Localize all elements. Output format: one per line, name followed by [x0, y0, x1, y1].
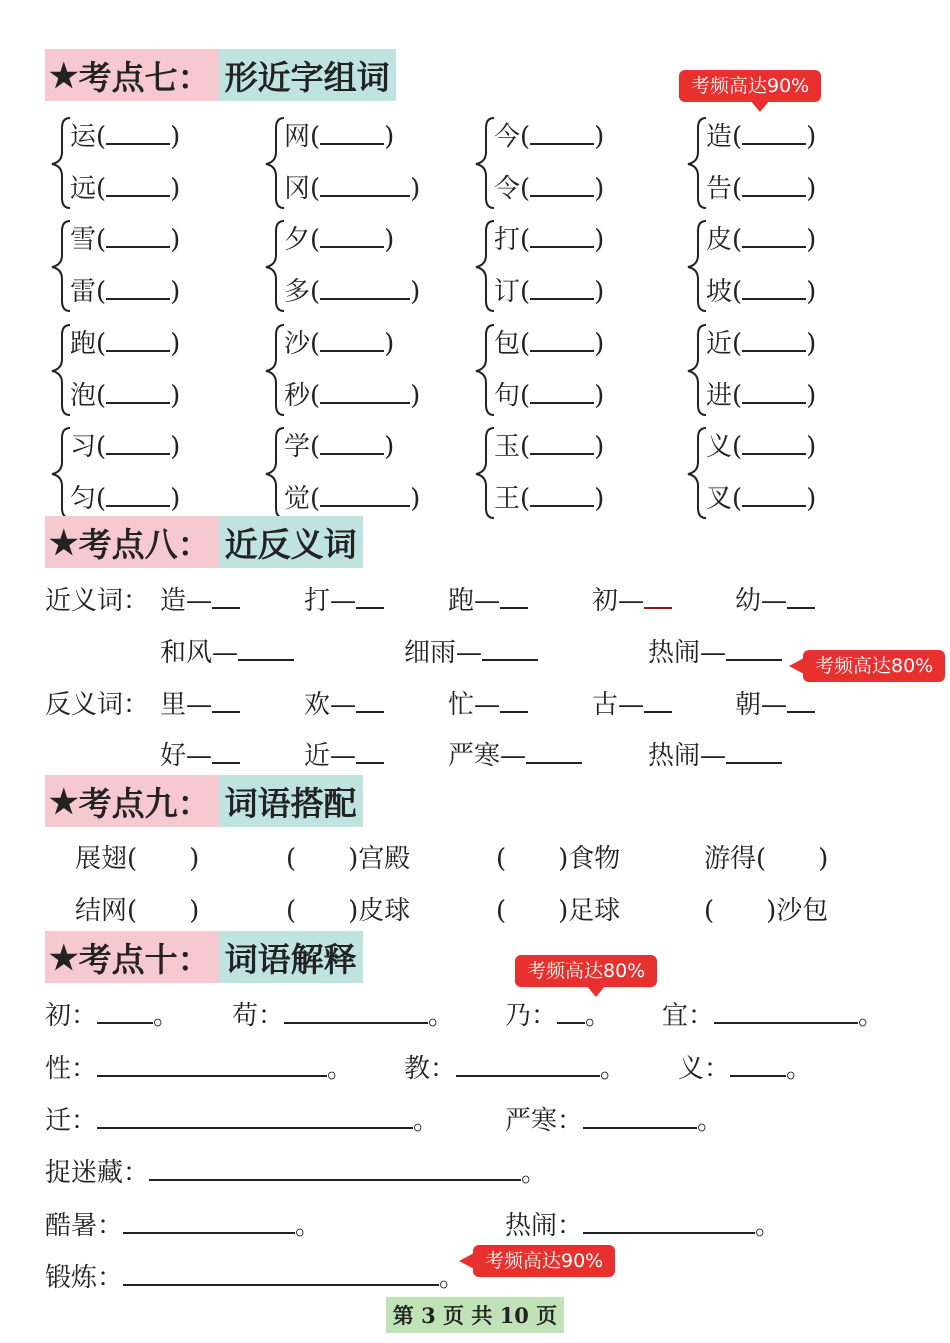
answer-blank[interactable] [742, 224, 806, 248]
char: 冈 [284, 174, 311, 204]
collocation-item[interactable]: ( )皮球 [286, 896, 411, 926]
explain-item[interactable]: 捉迷藏： 。 [45, 1158, 548, 1188]
char-line[interactable]: 皮 ( ) [706, 219, 816, 256]
explain-item[interactable]: 热闹： 。 [505, 1211, 782, 1241]
char: 义 [706, 432, 733, 462]
char-pair [262, 319, 462, 419]
collocation-item[interactable]: 结网( ) [75, 896, 200, 926]
answer-blank[interactable] [320, 173, 410, 197]
char-line[interactable]: 包 ( ) [494, 323, 604, 360]
answer-blank[interactable] [106, 431, 170, 455]
char-line[interactable]: 学 ( ) [284, 426, 394, 463]
explain-item[interactable]: 义： 。 [678, 1054, 813, 1084]
char-line[interactable]: 告 ( ) [706, 168, 816, 205]
char: 进 [706, 381, 733, 411]
section-title: 近反义词 [224, 524, 357, 564]
char-line[interactable]: 秒 ( ) [284, 375, 420, 412]
char-line[interactable]: 进 ( ) [706, 375, 816, 412]
char-pair [48, 112, 248, 212]
section-9-header [45, 775, 363, 827]
char-line[interactable]: 运 ( ) [70, 116, 180, 153]
char-line[interactable]: 匀 ( ) [70, 478, 180, 515]
brace-icon [48, 422, 72, 522]
char: 习 [70, 432, 97, 462]
section-title: 词语搭配 [224, 783, 357, 823]
char-pair [684, 112, 884, 212]
antonym-item[interactable]: 里— [160, 684, 240, 721]
char: 告 [706, 174, 733, 204]
brace-icon [262, 215, 286, 315]
char: 觉 [284, 484, 311, 514]
brace-icon [472, 422, 496, 522]
char-line[interactable]: 玉 ( ) [494, 426, 604, 463]
answer-blank[interactable] [742, 380, 806, 404]
synonym-item[interactable]: 幼— [735, 580, 815, 617]
char-pair [262, 215, 462, 315]
answer-blank[interactable] [742, 276, 806, 300]
antonym-item[interactable]: 朝— [735, 684, 815, 721]
char: 王 [494, 484, 521, 514]
answer-blank[interactable] [320, 276, 410, 300]
synonym-item[interactable]: 打— [304, 580, 384, 617]
char-pair [684, 215, 884, 315]
explain-item[interactable]: 乃： 。 [505, 1001, 612, 1031]
char-line[interactable]: 叉 ( ) [706, 478, 816, 515]
answer-blank[interactable] [530, 224, 594, 248]
char: 雪 [70, 225, 97, 255]
answer-blank[interactable] [742, 431, 806, 455]
brace-icon [262, 319, 286, 419]
brace-icon [472, 215, 496, 315]
answer-blank[interactable] [530, 276, 594, 300]
section-7-header [45, 49, 396, 101]
char-line[interactable]: 打 ( ) [494, 219, 604, 256]
antonym-item[interactable]: 忙— [448, 684, 528, 721]
answer-blank[interactable] [530, 121, 594, 145]
char-pair [472, 215, 672, 315]
answer-blank[interactable] [106, 328, 170, 352]
char-line[interactable]: 订 ( ) [494, 271, 604, 308]
explain-item[interactable]: 性： 。 [45, 1054, 354, 1084]
frequency-badge: 考频高达80% [803, 650, 945, 682]
explain-item[interactable]: 迁： 。 [45, 1106, 440, 1136]
char-line[interactable]: 远 ( ) [70, 168, 180, 205]
brace-icon [472, 112, 496, 212]
char: 令 [494, 174, 521, 204]
char: 匀 [70, 484, 97, 514]
char-line[interactable]: 雷 ( ) [70, 271, 180, 308]
section-10-header [45, 931, 363, 983]
char-line[interactable]: 令 ( ) [494, 168, 604, 205]
frequency-badge: 考频高达80% [515, 955, 657, 987]
brace-icon [262, 112, 286, 212]
antonym-item[interactable]: 严寒— [448, 735, 582, 772]
antonym-item[interactable]: 古— [592, 684, 672, 721]
char-line[interactable]: 泡 ( ) [70, 375, 180, 412]
char-line[interactable]: 今 ( ) [494, 116, 604, 153]
explain-item[interactable]: 教： 。 [404, 1054, 627, 1084]
synonym-item[interactable]: 和风— [160, 632, 294, 669]
star-icon: ★ [49, 937, 79, 977]
char-line[interactable]: 近 ( ) [706, 323, 816, 360]
answer-blank[interactable] [106, 276, 170, 300]
collocation-item[interactable]: 展翅( ) [75, 844, 200, 874]
collocation-item[interactable]: 游得( ) [704, 844, 829, 874]
char-pair [48, 422, 248, 522]
char-pair [472, 319, 672, 419]
collocation-item[interactable]: ( )宫殿 [286, 844, 411, 874]
explain-item[interactable]: 初： 。 [45, 1001, 180, 1031]
answer-blank[interactable] [742, 328, 806, 352]
char-pair [48, 215, 248, 315]
answer-blank[interactable] [742, 173, 806, 197]
char-pair [684, 422, 884, 522]
char-line[interactable]: 跑 ( ) [70, 323, 180, 360]
char: 学 [284, 432, 311, 462]
synonym-label: 近义词： [45, 586, 150, 616]
synonym-item[interactable]: 跑— [448, 580, 528, 617]
collocation-item[interactable]: ( )沙包 [704, 896, 829, 926]
char-line[interactable]: 沙 ( ) [284, 323, 394, 360]
synonym-item[interactable]: 初— [592, 580, 672, 617]
answer-blank[interactable] [106, 224, 170, 248]
antonym-item[interactable]: 近— [304, 735, 384, 772]
star-icon: ★ [49, 781, 79, 821]
brace-icon [472, 319, 496, 419]
char-line[interactable]: 雪 ( ) [70, 219, 180, 256]
explain-item[interactable]: 酷暑： 。 [45, 1211, 322, 1241]
char-pair [684, 319, 884, 419]
section-label: 考点十： [78, 939, 211, 979]
char: 今 [494, 122, 521, 152]
page-footer: 第 3 页 共 10 页 [386, 1297, 564, 1333]
brace-icon [684, 112, 708, 212]
char-line[interactable]: 王 ( ) [494, 478, 604, 515]
char-pair [472, 422, 672, 522]
answer-blank[interactable] [320, 483, 410, 507]
explain-item[interactable]: 苟： 。 [232, 1001, 455, 1031]
char: 坡 [706, 277, 733, 307]
section-title: 形近字组词 [224, 57, 390, 97]
char-line[interactable]: 冈 ( ) [284, 168, 420, 205]
answer-blank[interactable] [106, 380, 170, 404]
char: 雷 [70, 277, 97, 307]
star-icon: ★ [49, 55, 79, 95]
answer-blank[interactable] [320, 328, 384, 352]
char-line[interactable]: 坡 ( ) [706, 271, 816, 308]
char: 运 [70, 122, 97, 152]
char: 订 [494, 277, 521, 307]
section-label: 考点八： [78, 524, 211, 564]
explain-item[interactable]: 宜： 。 [662, 1001, 885, 1031]
explain-item[interactable]: 锻炼： 。 [45, 1263, 466, 1293]
char-pair [262, 422, 462, 522]
char: 造 [706, 122, 733, 152]
antonym-item[interactable]: 欢— [304, 684, 384, 721]
char-line[interactable]: 觉 ( ) [284, 478, 420, 515]
char-pair [48, 319, 248, 419]
frequency-badge: 考频高达90% [473, 1245, 615, 1277]
answer-blank[interactable] [530, 431, 594, 455]
synonym-item[interactable]: 细雨— [404, 632, 538, 669]
answer-blank[interactable] [320, 224, 384, 248]
collocation-item[interactable]: ( )食物 [496, 844, 621, 874]
synonym-item[interactable]: 造— [160, 580, 240, 617]
answer-blank[interactable] [106, 121, 170, 145]
brace-icon [684, 215, 708, 315]
frequency-badge: 考频高达90% [679, 70, 821, 102]
char: 玉 [494, 432, 521, 462]
char-line[interactable]: 造 ( ) [706, 116, 816, 153]
brace-icon [48, 112, 72, 212]
char-line[interactable]: 夕 ( ) [284, 219, 394, 256]
answer-blank[interactable] [530, 483, 594, 507]
char-line[interactable]: 多 ( ) [284, 271, 420, 308]
brace-icon [262, 422, 286, 522]
section-label: 考点九： [78, 783, 211, 823]
char: 跑 [70, 329, 97, 359]
char: 沙 [284, 329, 311, 359]
section-label: 考点七： [78, 57, 211, 97]
char-pair [472, 112, 672, 212]
answer-blank[interactable] [530, 173, 594, 197]
antonym-item[interactable]: 热闹— [648, 735, 782, 772]
answer-blank[interactable] [530, 380, 594, 404]
brace-icon [684, 319, 708, 419]
char: 皮 [706, 225, 733, 255]
char-line[interactable]: 习 ( ) [70, 426, 180, 463]
answer-blank[interactable] [320, 380, 410, 404]
answer-blank[interactable] [320, 431, 384, 455]
char: 泡 [70, 381, 97, 411]
section-title: 词语解释 [224, 939, 357, 979]
answer-blank[interactable] [742, 483, 806, 507]
answer-blank[interactable] [106, 173, 170, 197]
char: 夕 [284, 225, 311, 255]
char: 秒 [284, 381, 311, 411]
antonym-label: 反义词： [45, 690, 150, 720]
answer-blank[interactable] [106, 483, 170, 507]
answer-blank[interactable] [530, 328, 594, 352]
char: 包 [494, 329, 521, 359]
synonym-item[interactable]: 热闹— [648, 632, 782, 669]
star-icon: ★ [49, 522, 79, 562]
char: 叉 [706, 484, 733, 514]
explain-item[interactable]: 严寒： 。 [505, 1106, 724, 1136]
char: 打 [494, 225, 521, 255]
brace-icon [48, 319, 72, 419]
section-8-header [45, 516, 363, 568]
char: 远 [70, 174, 97, 204]
char: 多 [284, 277, 311, 307]
collocation-item[interactable]: ( )足球 [496, 896, 621, 926]
char: 近 [706, 329, 733, 359]
brace-icon [48, 215, 72, 315]
brace-icon [684, 422, 708, 522]
char: 句 [494, 381, 521, 411]
answer-blank[interactable] [320, 121, 384, 145]
char: 网 [284, 122, 311, 152]
char-line[interactable]: 句 ( ) [494, 375, 604, 412]
char-line[interactable]: 义 ( ) [706, 426, 816, 463]
char-pair [262, 112, 462, 212]
answer-blank[interactable] [742, 121, 806, 145]
char-line[interactable]: 网 ( ) [284, 116, 394, 153]
antonym-item[interactable]: 好— [160, 735, 240, 772]
